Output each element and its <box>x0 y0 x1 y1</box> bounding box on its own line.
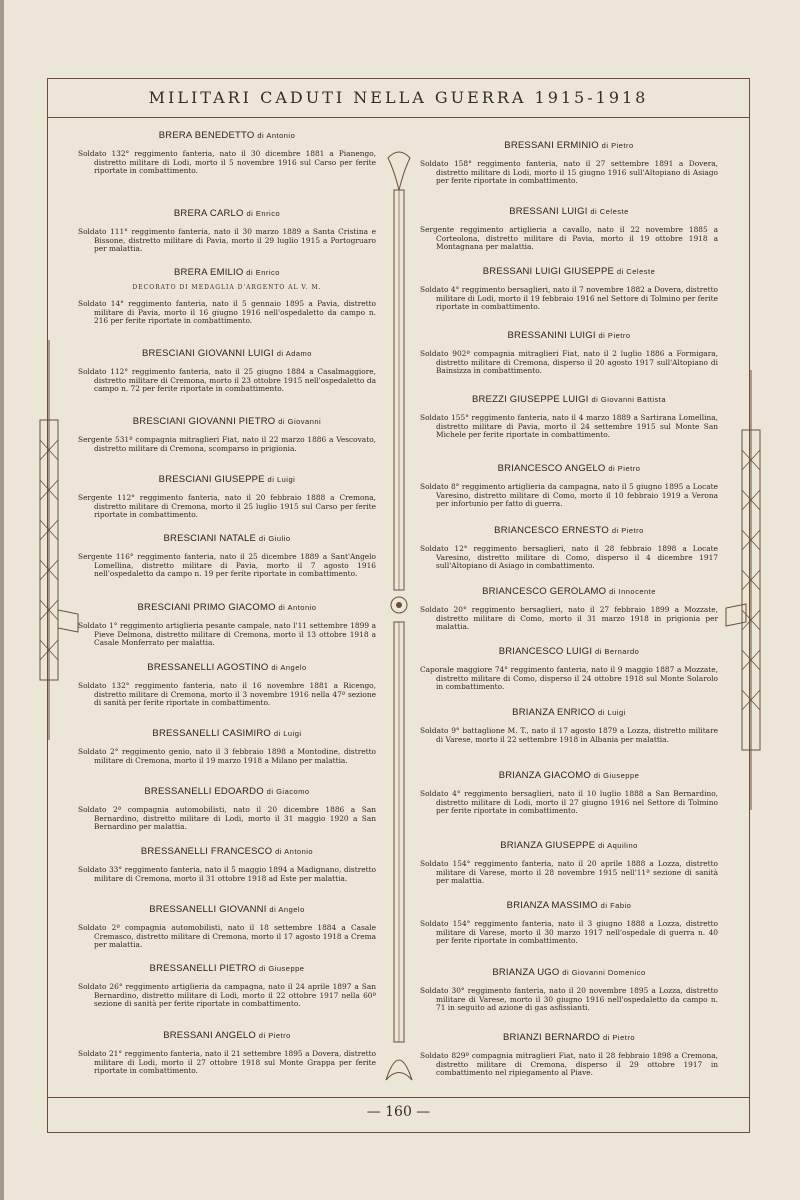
casualty-entry <box>420 330 718 376</box>
casualty-description: Caporale maggiore 74° reggimento fanteria, nato il 9 maggio 1887 a Mozzate, distretto militare di Como, disperso il 24 ottobre 1918 sul Monte Solarolo in combattimento. <box>420 665 718 692</box>
surname-given-name: BRESSANINI LUIGI <box>507 330 596 341</box>
surname-given-name: BRESSANELLI GIOVANNI <box>149 904 267 915</box>
patronymic: di Giulio <box>258 534 291 543</box>
surname-given-name: BRIANCESCO LUIGI <box>498 646 593 657</box>
patronymic: di Pietro <box>602 1033 635 1042</box>
casualty-description: Soldato 158° reggimento fanteria, nato il 27 settembre 1891 a Dovera, distretto militare di Lodi, morto il 15 giugno 1916 sull'Altopiano di Asiago per ferite riportate in combattimento. <box>420 159 718 186</box>
casualty-name <box>78 474 376 485</box>
patronymic: di Adamo <box>276 349 312 358</box>
casualty-name <box>420 463 718 474</box>
casualty-description: Soldato 154° reggimento fanteria, nato il 3 giugno 1888 a Lozza, distretto militare di Varese, morto il 30 marzo 1917 nell'ospedale di guerra n. 40 per ferite riportate in combattimento. <box>420 919 718 946</box>
casualty-entry <box>420 770 718 816</box>
surname-given-name: BRESSANI ERMINIO <box>504 140 599 151</box>
surname-given-name: BRERA EMILIO <box>174 267 244 278</box>
casualty-description: Soldato 14° reggimento fanteria, nato il 5 gennaio 1895 a Pavia, distretto militare di Pavia, morto il 16 giugno 1916 nell'ospedaletto da campo n. 216 per ferite riportate in combattimento. <box>78 299 376 326</box>
surname-given-name: BRIANZA UGO <box>492 967 560 978</box>
casualty-description: Soldato 2ª compagnia automobilisti, nato il 20 dicembre 1886 a San Bernardino, distretto militare di Lodi, morto il 31 maggio 1920 a San Bernardino per malattia. <box>78 805 376 832</box>
casualty-entry <box>420 646 718 692</box>
casualty-entry <box>78 786 376 832</box>
casualty-name <box>420 586 718 597</box>
surname-given-name: BRESCIANI NATALE <box>163 533 257 544</box>
casualty-description: Soldato 2ª compagnia automobilisti, nato il 18 settembre 1884 a Casale Cremasco, distretto militare di Cremona, morto il 17 agosto 1918 a Crema per malattia. <box>78 923 376 950</box>
casualty-name <box>420 525 718 536</box>
casualty-name <box>420 707 718 718</box>
casualty-description: Soldato 8° reggimento artiglieria da campagna, nato il 5 giugno 1895 a Locate Varesino, distretto militare di Como, morto il 10 febbraio 1919 a Verona per infortunio per fatto di guerra. <box>420 482 718 509</box>
surname-given-name: BRESCIANI GIOVANNI PIETRO <box>132 416 276 427</box>
footer-rule <box>47 1097 750 1098</box>
casualty-name <box>78 130 376 141</box>
patronymic: di Pietro <box>601 141 634 150</box>
casualty-entry <box>420 840 718 886</box>
patronymic: di Innocente <box>609 587 656 596</box>
casualty-description: Soldato 111° reggimento fanteria, nato il 30 marzo 1889 a Santa Cristina e Bissone, distretto militare di Pavia, morto il 29 luglio 1915 a Portogruaro per malattia. <box>78 227 376 254</box>
surname-given-name: BRIANZA MASSIMO <box>506 900 598 911</box>
casualty-name <box>78 846 376 857</box>
casualty-entry <box>420 586 718 632</box>
surname-given-name: BRESSANELLI FRANCESCO <box>140 846 273 857</box>
casualty-name <box>78 416 376 427</box>
casualty-description: Soldato 12° reggimento bersaglieri, nato il 28 febbraio 1898 a Locate Varesino, distretto militare di Como, disperso il 4 dicembre 1917 sull'Altopiano di Asiago in combattimento. <box>420 544 718 571</box>
casualty-entry <box>420 900 718 946</box>
patronymic: di Luigi <box>267 475 296 484</box>
casualty-name <box>420 770 718 781</box>
casualty-description: Soldato 4° reggimento bersaglieri, nato il 7 novembre 1882 a Dovera, distretto militare di Lodi, morto il 19 febbraio 1916 nel Settore di Tolmino per ferite riportate in combattimento. <box>420 285 718 312</box>
casualty-description: Soldato 4° reggimento bersaglieri, nato il 10 luglio 1888 a San Bernardino, distretto militare di Lodi, morto il 27 giugno 1916 nel Settore di Tolmino per ferite riportate in combattimento. <box>420 789 718 816</box>
casualty-description: Soldato 30° reggimento fanteria, nato il 20 novembre 1895 a Lozza, distretto militare di Varese, morto il 30 giugno 1916 nell'ospedaletto da campo n. 71 in seguito ad azione di gas asfissianti. <box>420 986 718 1013</box>
surname-given-name: BRIANZA GIUSEPPE <box>500 840 596 851</box>
surname-given-name: BRESCIANI GIOVANNI LUIGI <box>142 348 274 359</box>
casualty-description: Soldato 829ª compagnia mitraglieri Fiat, nato il 28 febbraio 1898 a Cremona, distretto militare di Cremona, disperso il 29 ottobre 1917 in combattimento nel ripiegamento al Piave. <box>420 1051 718 1078</box>
patronymic: di Luigi <box>273 729 302 738</box>
casualty-description: Soldato 902ª compagnia mitraglieri Fiat, nato il 2 luglio 1886 a Formigara, distretto militare di Cremona, disperso il 20 agosto 1917 sull'Altopiano di Bainsizza in combattimento. <box>420 349 718 376</box>
casualty-name <box>78 786 376 797</box>
casualty-name <box>420 900 718 911</box>
casualty-entry <box>420 266 718 312</box>
casualty-entry <box>420 967 718 1013</box>
casualty-name <box>78 963 376 974</box>
patronymic: di Celeste <box>616 267 656 276</box>
header-rule <box>47 117 750 118</box>
casualty-description: Soldato 33° reggimento fanteria, nato il 5 maggio 1894 a Madignano, distretto militare di Cremona, morto il 31 ottobre 1918 ad Este per malattia. <box>78 865 376 883</box>
casualty-entry <box>78 130 376 176</box>
surname-given-name: BRIANCESCO GEROLAMO <box>482 586 607 597</box>
casualty-name <box>420 206 718 217</box>
patronymic: di Pietro <box>611 526 644 535</box>
casualty-entry <box>78 533 376 579</box>
patronymic: di Giacomo <box>266 787 310 796</box>
patronymic: di Antonio <box>275 847 314 856</box>
casualty-name <box>420 840 718 851</box>
casualty-description: Sergente reggimento artiglieria a cavallo, nato il 22 novembre 1885 a Corteolona, distretto militare di Pavia, morto il 19 ottobre 1918 a Montagnana per malattia. <box>420 225 718 252</box>
casualty-description: Soldato 132° reggimento fanteria, nato il 30 dicembre 1881 a Pianengo, distretto militare di Lodi, morto il 5 novembre 1916 sul Carso per ferite riportate in combattimento. <box>78 149 376 176</box>
casualty-entry <box>78 208 376 254</box>
surname-given-name: BRESSANI LUIGI <box>509 206 588 217</box>
patronymic: di Pietro <box>608 464 641 473</box>
casualty-entry <box>78 662 376 708</box>
casualty-name <box>78 1030 376 1041</box>
patronymic: di Enrico <box>246 268 280 277</box>
patronymic: di Giuseppe <box>593 771 640 780</box>
casualty-description: Sergente 531ª compagnia mitraglieri Fiat, nato il 22 marzo 1886 a Vescovato, distretto militare di Cremona, scomparso in prigionia. <box>78 435 376 453</box>
casualty-entry <box>78 348 376 394</box>
surname-given-name: BRESSANELLI CASIMIRO <box>152 728 271 739</box>
casualty-entry <box>78 267 376 326</box>
casualty-name <box>420 967 718 978</box>
casualty-entry <box>78 846 376 883</box>
surname-given-name: BRESSANELLI EDOARDO <box>144 786 264 797</box>
surname-given-name: BRESSANI LUIGI GIUSEPPE <box>482 266 615 277</box>
casualty-name <box>420 266 718 277</box>
casualty-entry <box>420 525 718 571</box>
casualty-entry <box>420 394 718 440</box>
casualty-name <box>78 904 376 915</box>
casualty-description: Soldato 9° battaglione M. T., nato il 17 agosto 1879 a Lozza, distretto militare di Varese, morto il 22 settembre 1918 in Albania per malattia. <box>420 726 718 744</box>
casualty-description: Soldato 20° reggimento bersaglieri, nato il 27 febbraio 1899 a Mozzate, distretto militare di Como, morto il 31 marzo 1918 in prigionia per malattia. <box>420 605 718 632</box>
casualty-description: Soldato 2° reggimento genio, nato il 3 febbraio 1898 a Montodine, distretto militare di Cremona, morto il 19 marzo 1918 a Milano per malattia. <box>78 747 376 765</box>
casualty-name <box>78 662 376 673</box>
casualty-description: Soldato 155° reggimento fanteria, nato il 4 marzo 1889 a Sartirana Lomellina, distretto militare di Pavia, morto il 24 settembre 1915 sul Monte San Michele per ferite riportate in combattimento. <box>420 413 718 440</box>
casualty-description: Soldato 132° reggimento fanteria, nato il 16 novembre 1881 a Ricengo, distretto militare di Cremona, morto il 3 novembre 1916 nella 47ª sezione di sanità per ferite riportate in combattimento. <box>78 681 376 708</box>
casualty-entry <box>420 1032 718 1078</box>
casualty-name <box>78 728 376 739</box>
left-fasces-icon <box>34 340 64 740</box>
surname-given-name: BRESSANELLI PIETRO <box>149 963 257 974</box>
surname-given-name: BRIANCESCO ANGELO <box>497 463 606 474</box>
casualty-name <box>78 267 376 278</box>
casualty-description: Sergente 112° reggimento fanteria, nato il 20 febbraio 1888 a Cremona, distretto militare di Cremona, morto il 25 luglio 1915 sul Carso per ferite riportate in combattimento. <box>78 493 376 520</box>
casualty-name <box>78 533 376 544</box>
casualty-name <box>78 348 376 359</box>
casualty-name <box>420 394 718 405</box>
patronymic: di Giuseppe <box>258 964 305 973</box>
right-banner-icon <box>722 602 748 630</box>
patronymic: di Fabio <box>600 901 632 910</box>
patronymic: di Aquilino <box>598 841 638 850</box>
casualty-entry <box>78 963 376 1009</box>
casualty-name <box>78 208 376 219</box>
casualty-name <box>420 330 718 341</box>
casualty-entry <box>78 728 376 765</box>
page-title: MILITARI CADUTI NELLA GUERRA 1915-1918 <box>148 88 649 107</box>
patronymic: di Pietro <box>258 1031 291 1040</box>
casualty-description: Soldato 26° reggimento artiglieria da campagna, nato il 24 aprile 1897 a San Bernardino, distretto militare di Lodi, morto il 22 ottobre 1917 nella 60ª sezione di sanità per ferite riportate in combattimento. <box>78 982 376 1009</box>
casualty-description: Sergente 116° reggimento fanteria, nato il 25 dicembre 1889 a Sant'Angelo Lomellina, distretto militare di Pavia, morto il 7 agosto 1916 nell'ospedaletto da campo n. 19 per ferite riportate in combattimento. <box>78 552 376 579</box>
patronymic: di Pietro <box>598 331 631 340</box>
patronymic: di Antonio <box>257 131 296 140</box>
casualty-entry <box>78 602 376 648</box>
casualty-entry <box>78 474 376 520</box>
patronymic: di Giovanni Domenico <box>562 968 646 977</box>
casualty-entry <box>420 206 718 252</box>
decoration-note: DECORATO DI MEDAGLIA D'ARGENTO AL V. M. <box>132 284 322 291</box>
patronymic: di Giovanni Battista <box>591 395 667 404</box>
page-number: — 160 — <box>366 1104 431 1120</box>
patronymic: di Bernardo <box>595 647 640 656</box>
casualty-name <box>420 646 718 657</box>
surname-given-name: BRESCIANI GIUSEPPE <box>158 474 265 485</box>
casualty-description: Soldato 154° reggimento fanteria, nato il 20 aprile 1888 a Lozza, distretto militare di Varese, morto il 28 novembre 1915 nell'11ª sezione di sanità per malattia. <box>420 859 718 886</box>
casualty-description: Soldato 21° reggimento fanteria, nato il 21 settembre 1895 a Dovera, distretto militare di Lodi, morto il 27 ottobre 1918 sul Monte Grappa per ferite riportate in combattimento. <box>78 1049 376 1076</box>
casualty-entry <box>78 416 376 453</box>
casualty-name <box>420 1032 718 1043</box>
surname-given-name: BRESSANI ANGELO <box>163 1030 256 1041</box>
patronymic: di Angelo <box>269 905 305 914</box>
patronymic: di Luigi <box>598 708 626 717</box>
casualty-entry <box>420 707 718 744</box>
surname-given-name: BRERA CARLO <box>173 208 244 219</box>
patronymic: di Giovanni <box>278 417 322 426</box>
casualty-description: Soldato 112° reggimento fanteria, nato il 25 giugno 1884 a Casalmaggiore, distretto militare di Cremona, morto il 23 ottobre 1915 nell'ospedaletto da campo n. 72 per ferite riportate in combattimento. <box>78 367 376 394</box>
casualty-entry <box>78 904 376 950</box>
patronymic: di Angelo <box>271 663 307 672</box>
patronymic: di Celeste <box>590 207 629 216</box>
casualty-name <box>420 140 718 151</box>
casualty-description: Soldato 1° reggimento artiglieria pesante campale, nato l'11 settembre 1899 a Pieve Delmona, distretto militare di Cremona, morto il 13 ottobre 1918 a Casale Monferrato per malattia. <box>78 621 376 648</box>
surname-given-name: BRERA BENEDETTO <box>158 130 255 141</box>
fasces-ornament-icon <box>384 150 414 1085</box>
patronymic: di Antonio <box>278 603 317 612</box>
patronymic: di Enrico <box>246 209 281 218</box>
surname-given-name: BRIANCESCO ERNESTO <box>494 525 609 536</box>
surname-given-name: BRESSANELLI AGOSTINO <box>147 662 269 673</box>
surname-given-name: BRESCIANI PRIMO GIACOMO <box>137 602 276 613</box>
left-banner-icon <box>56 608 80 636</box>
casualty-entry <box>420 463 718 509</box>
casualty-entry <box>78 1030 376 1076</box>
surname-given-name: BRIANZI BERNARDO <box>502 1032 601 1043</box>
surname-given-name: BRIANZA ENRICO <box>512 707 596 718</box>
surname-given-name: BREZZI GIUSEPPE LUIGI <box>471 394 589 405</box>
right-fasces-icon <box>736 370 766 810</box>
casualty-entry <box>420 140 718 186</box>
surname-given-name: BRIANZA GIACOMO <box>498 770 591 781</box>
casualty-name <box>78 602 376 613</box>
